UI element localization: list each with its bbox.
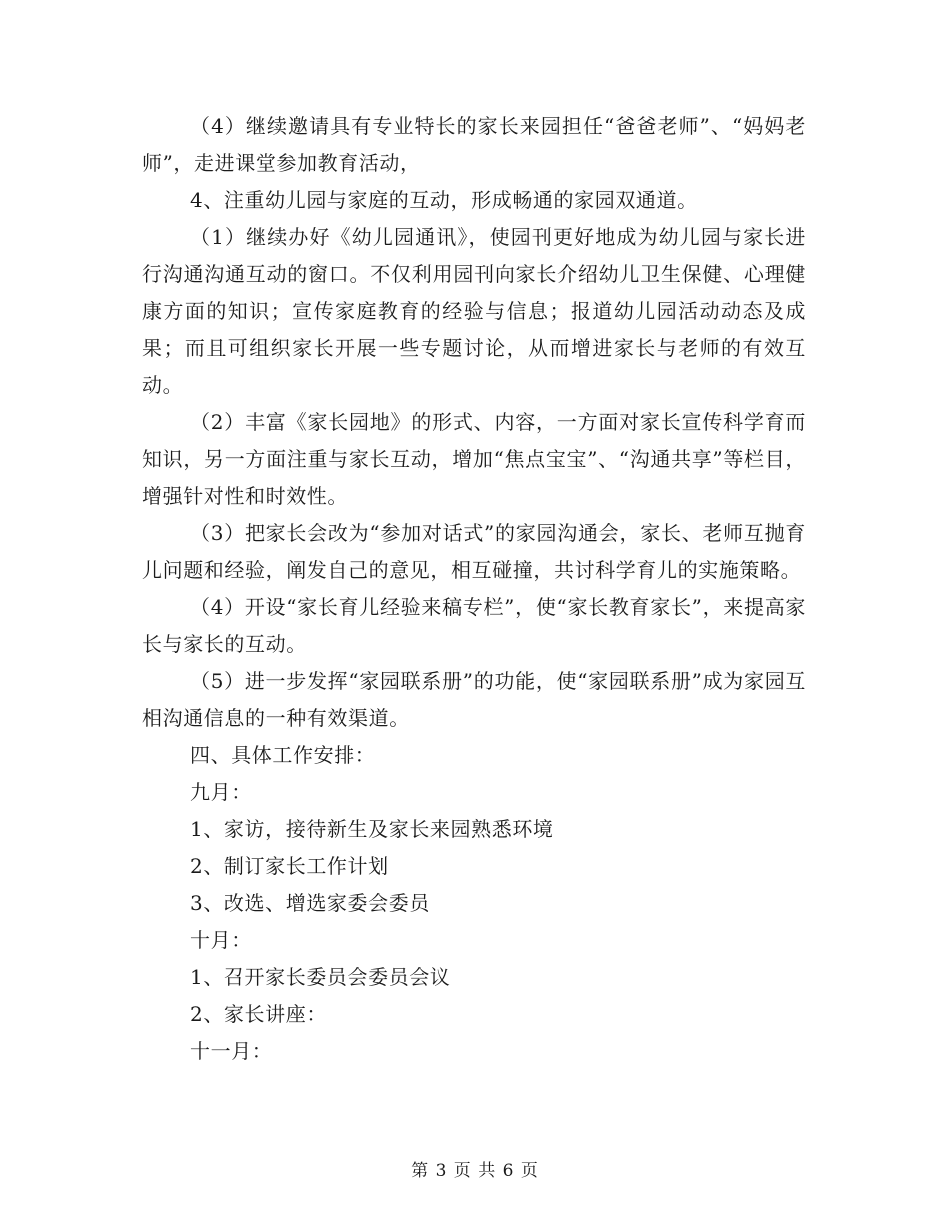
paragraph-parent-column: （4）开设“家长育儿经验来稿专栏”，使“家长教育家长”，来提高家长与家长的互动。 <box>142 595 806 656</box>
paragraph-parent-teacher-invite: （4）继续邀请具有专业特长的家长来园担任“爸爸老师”、“妈妈老师”，走进课堂参加教育活动， <box>142 114 806 175</box>
list-item: 1、召开家长委员会委员会议 <box>190 965 451 989</box>
list-item: 1、家访，接待新生及家长来园熟悉环境 <box>190 817 554 841</box>
list-item: 2、制订家长工作计划 <box>190 854 389 878</box>
month-heading-september: 九月： <box>190 780 252 804</box>
paragraph-newsletter: （1）继续办好《幼儿园通讯》，使园刊更好地成为幼儿园与家长进行沟通沟通互动的窗口。不仅利用园刊向家长介绍幼儿卫生保健、心理健康方面的知识；宣传家庭教育的经验与信息；报道幼儿园活动动态及成果；而且可组织家长开展一些专题讨论，从而增进家长与老师的有效互动。 <box>142 225 806 397</box>
list-item: 2、家长讲座： <box>190 1002 327 1026</box>
paragraph-section-4-heading: 4、注重幼儿园与家庭的互动，形成畅通的家园双通道。 <box>190 188 698 212</box>
month-heading-november: 十一月： <box>190 1039 273 1063</box>
month-heading-october: 十月： <box>190 928 252 952</box>
paragraph-parent-corner: （2）丰富《家长园地》的形式、内容，一方面对家长宣传科学育而知识，另一方面注重与家长互动，增加“焦点宝宝”、“沟通共享”等栏目，增强针对性和时效性。 <box>142 410 806 508</box>
paragraph-contact-book: （5）进一步发挥“家园联系册”的功能，使“家园联系册”成为家园互相沟通信息的一种有效渠道。 <box>142 669 806 730</box>
section-heading-work-plan: 四、具体工作安排： <box>190 743 376 767</box>
list-item: 3、改选、增选家委会委员 <box>190 891 430 915</box>
document-body <box>142 108 806 1070</box>
paragraph-parent-meeting: （3）把家长会改为“参加对话式”的家园沟通会，家长、老师互抛育儿问题和经验，阐发自己的意见，相互碰撞，共讨科学育儿的实施策略。 <box>142 521 806 582</box>
page-number-footer: 第 3 页 共 6 页 <box>411 1161 539 1181</box>
